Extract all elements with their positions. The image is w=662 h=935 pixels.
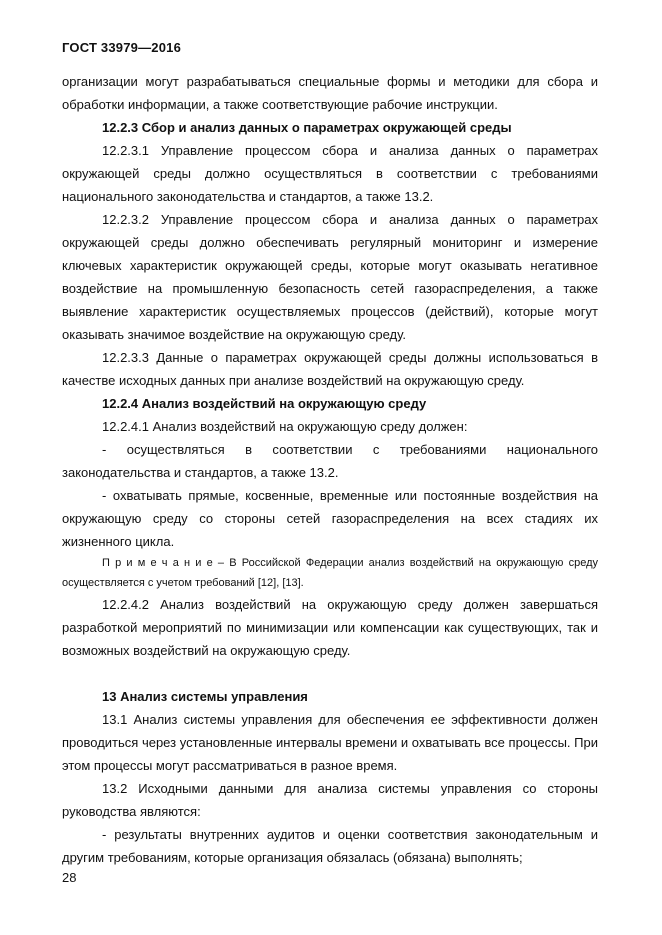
document-body bbox=[62, 70, 598, 869]
paragraph-13-1: 13.1 Анализ системы управления для обеспечения ее эффективности должен проводиться через установленные интервалы времени и охватывать все процессы. При этом процессы могут рассматриваться в разное время. bbox=[62, 712, 598, 773]
list-item: - результаты внутренних аудитов и оценки соответствия законодательным и другим требованиям, которые организация обязалась (обязана) выполнять; bbox=[62, 827, 598, 865]
section-heading-12-2-4: 12.2.4 Анализ воздействий на окружающую среду bbox=[102, 396, 427, 411]
paragraph-12-2-3-1: 12.2.3.1 Управление процессом сбора и анализа данных о параметрах окружающей среды должно осуществляться в соответствии с требованиями национального законодательства и стандартов, а также 13.2. bbox=[62, 143, 598, 204]
list-item: - осуществляться в соответствии с требованиями национального законодательства и стандартов, а также 13.2. bbox=[62, 442, 598, 480]
paragraph-12-2-4-2: 12.2.4.2 Анализ воздействий на окружающую среду должен завершаться разработкой мероприятий по минимизации или компенсации как существующих, так и возможных воздействий на окружающую среду. bbox=[62, 597, 598, 658]
note: П р и м е ч а н и е – В Российской Федерации анализ воздействий на окружающую среду осуществляется с учетом требований [12], [13]. bbox=[62, 557, 598, 589]
list-item: - охватывать прямые, косвенные, временные или постоянные воздействия на окружающую среду со стороны сетей газораспределения на всех стадиях их жизненного цикла. bbox=[62, 488, 598, 549]
page-number: 28 bbox=[62, 870, 77, 885]
paragraph-12-2-3-2: 12.2.3.2 Управление процессом сбора и анализа данных о параметрах окружающей среды должно обеспечивать регулярный мониторинг и измерение ключевых характеристик окружающей среды, которые могут оказывать негативное воздействие на промышленную безопасность сетей газораспределения, а также выявление характеристик осуществляемых процессов (действий), которые могут оказывать значимое воздействие на окружающую среду. bbox=[62, 212, 598, 342]
paragraph-13-2: 13.2 Исходными данными для анализа системы управления со стороны руководства являются: bbox=[62, 781, 598, 819]
paragraph-12-2-4-1: 12.2.4.1 Анализ воздействий на окружающую среду должен: bbox=[102, 419, 468, 434]
paragraph: организации могут разрабатываться специальные формы и методики для сбора и обработки информации, а также соответствующие рабочие инструкции. bbox=[62, 74, 598, 112]
document-header: ГОСТ 33979—2016 bbox=[62, 40, 181, 55]
paragraph-12-2-3-3: 12.2.3.3 Данные о параметрах окружающей среды должны использоваться в качестве исходных данных при анализе воздействий на окружающую среду. bbox=[62, 350, 598, 388]
spacer bbox=[62, 662, 598, 685]
section-heading-13: 13 Анализ системы управления bbox=[102, 689, 308, 704]
section-heading-12-2-3: 12.2.3 Сбор и анализ данных о параметрах окружающей среды bbox=[102, 120, 512, 135]
